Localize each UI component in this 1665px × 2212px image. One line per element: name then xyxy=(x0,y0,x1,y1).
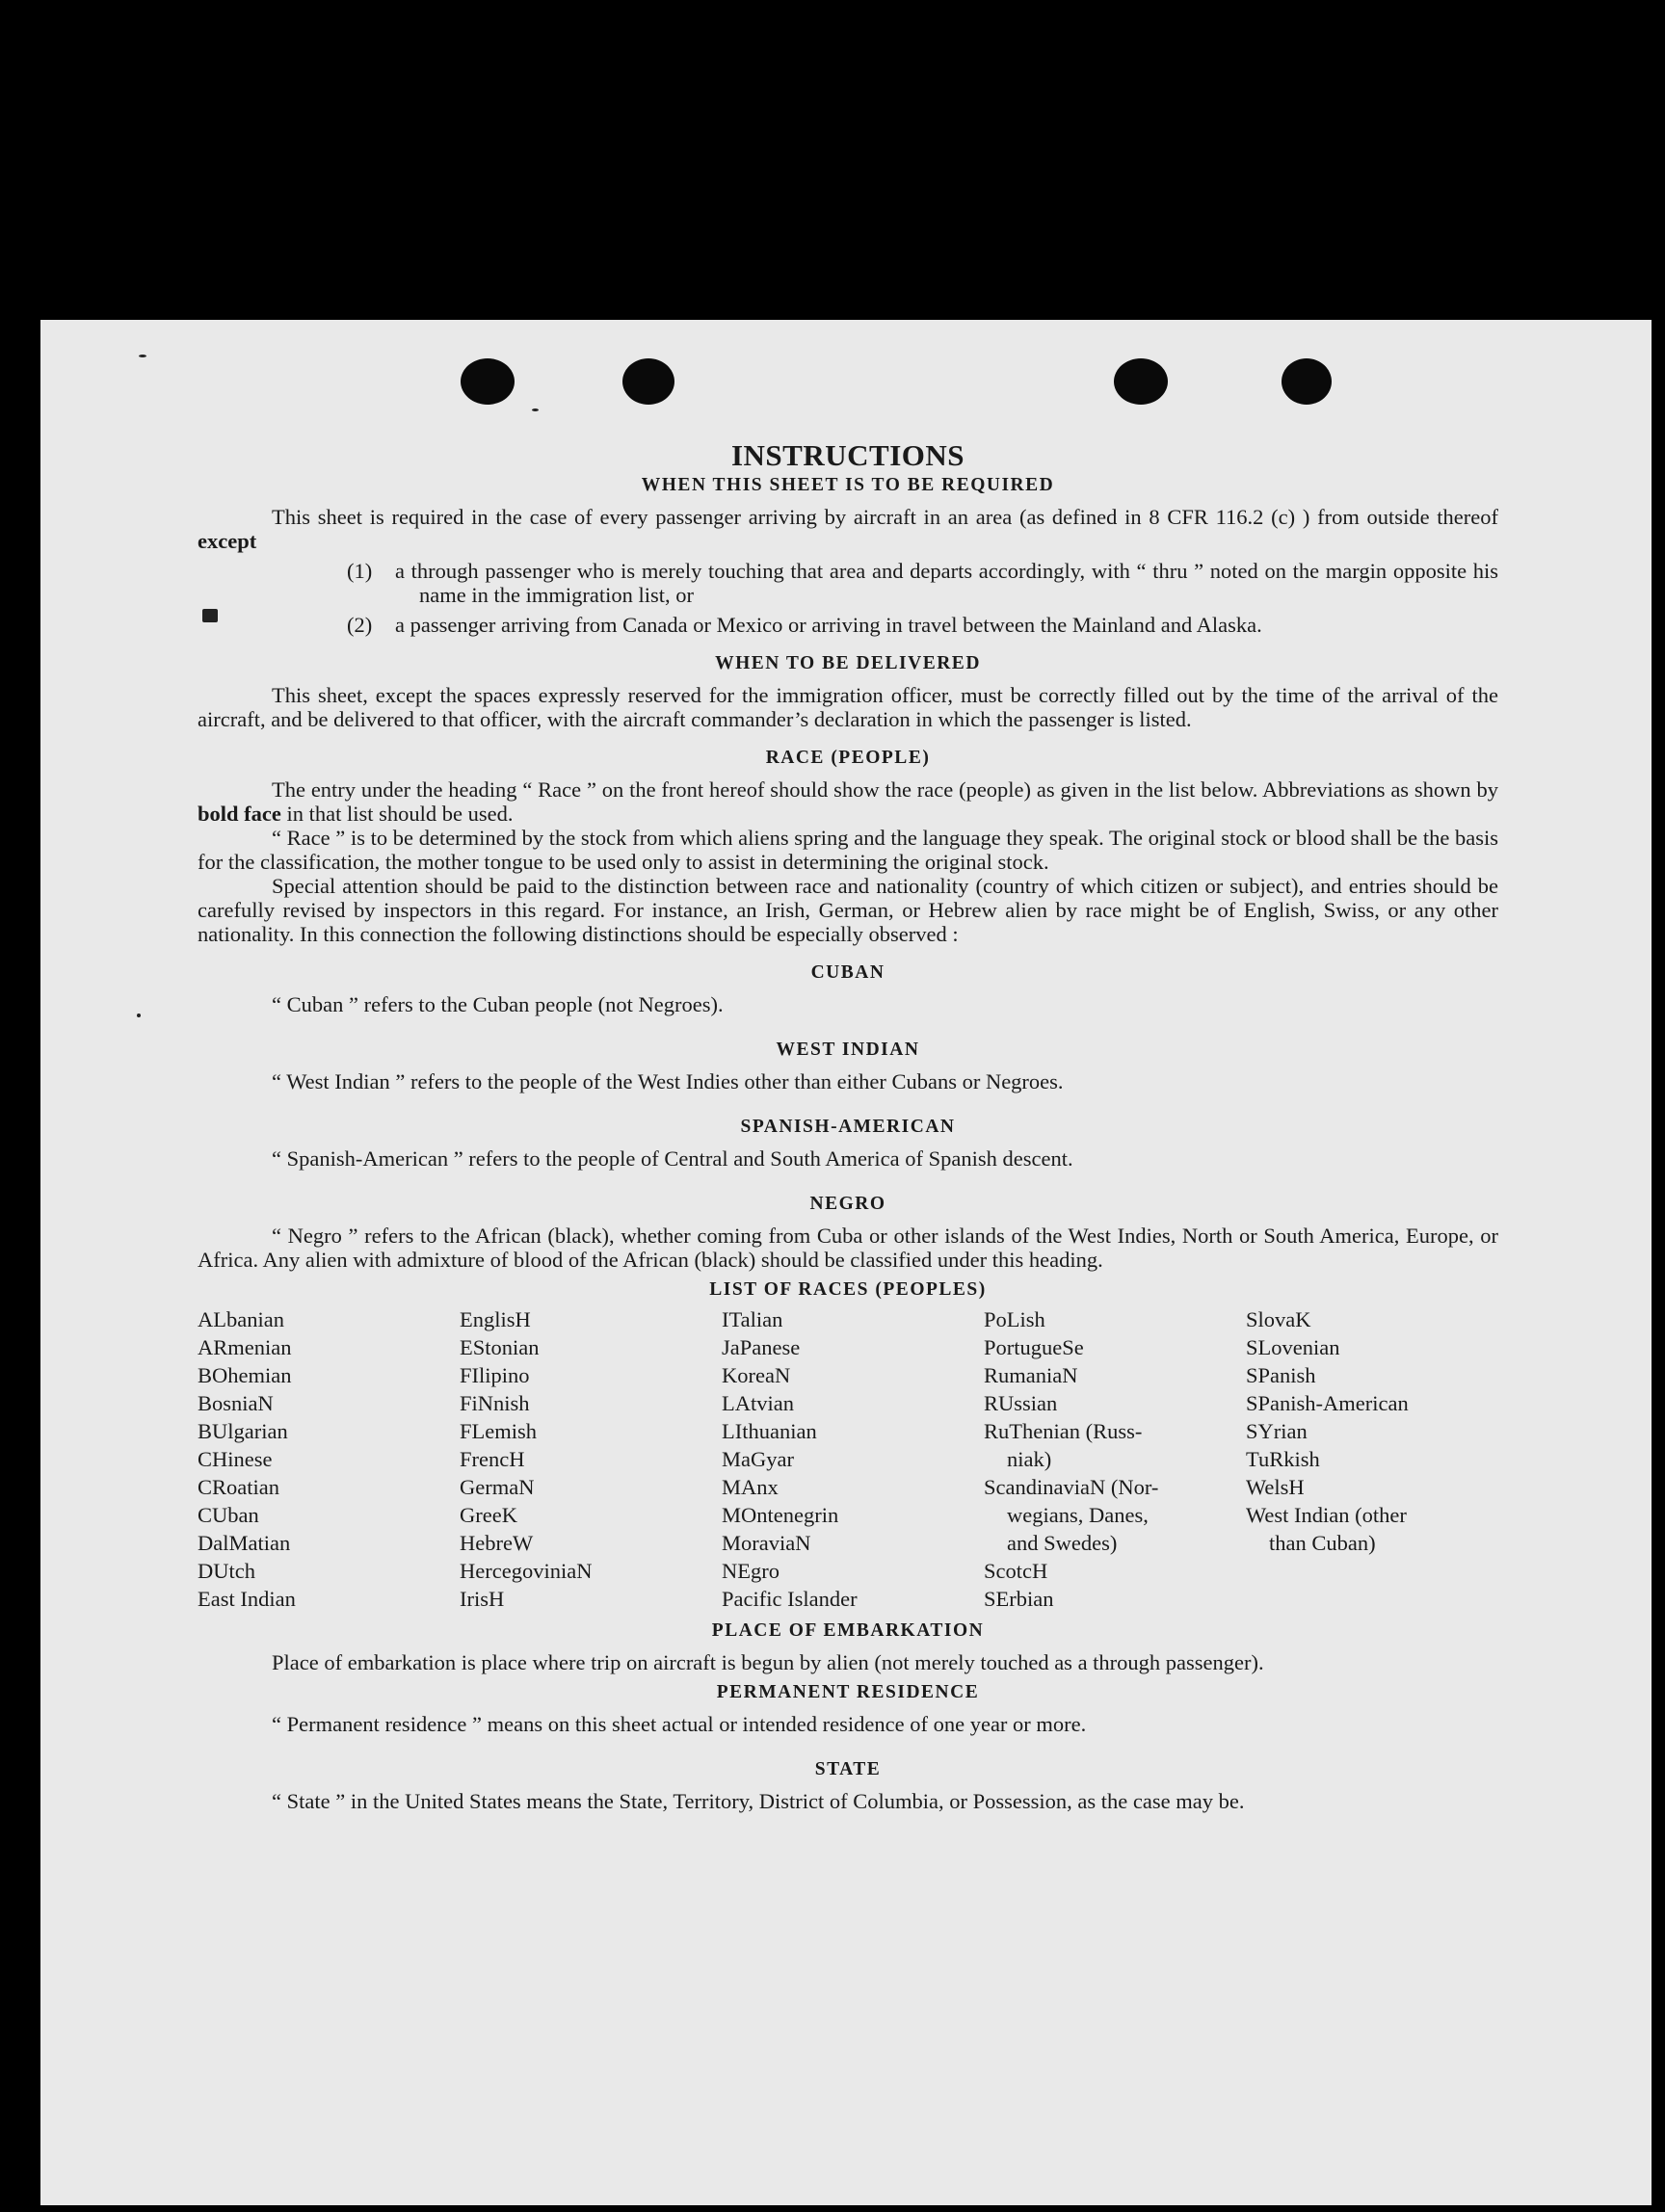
item-number: (2) xyxy=(347,613,373,637)
race-entry: SPanish xyxy=(1246,1363,1316,1387)
race-entry: FLemish xyxy=(460,1419,538,1443)
race-entry: East Indian xyxy=(198,1587,296,1611)
race-p1-bold: bold face xyxy=(198,802,281,826)
race-entry: GermaN xyxy=(460,1475,535,1499)
ink-speck xyxy=(137,1014,141,1017)
heading-when-required: WHEN THIS SHEET IS TO BE REQUIRED xyxy=(641,475,1055,495)
race-entry: SYrian xyxy=(1246,1419,1308,1443)
spanish-american-text: “ Spanish-American ” refers to the people of Central and South America of Spanish descent. xyxy=(272,1146,1073,1171)
race-list xyxy=(198,1305,1498,1613)
race-entry: CRoatian xyxy=(198,1475,279,1499)
race-entry: PoLish xyxy=(984,1307,1045,1331)
heading-residence: PERMANENT RESIDENCE xyxy=(716,1682,980,1702)
race-entry: wegians, Danes, xyxy=(1007,1503,1149,1527)
race-entry: MAnx xyxy=(722,1475,779,1499)
item-text: a passenger arriving from Canada or Mexico or arriving in travel between the Mainland and Alaska. xyxy=(395,613,1262,637)
race-entry: TuRkish xyxy=(1246,1447,1320,1471)
race-entry: EStonian xyxy=(460,1335,540,1359)
intro-text: This sheet is required in the case of every passenger arriving by aircraft in an area (as defined in 8 CFR 116.2 (c) ) from outside thereof xyxy=(272,505,1498,529)
race-column xyxy=(460,1305,712,1613)
race-paragraph-2: “ Race ” is to be determined by the stock from which aliens spring and the language they speak. The original stock or blood shall be the basis for the classification, the mother tongue to be used only to assist in determining the original stock. xyxy=(198,826,1498,874)
race-entry: NEgro xyxy=(722,1559,780,1583)
race-entry: PortugueSe xyxy=(984,1335,1084,1359)
race-entry: SPanish-American xyxy=(1246,1391,1409,1415)
heading-embarkation: PLACE OF EMBARKATION xyxy=(711,1620,985,1641)
race-entry: HebreW xyxy=(460,1531,534,1555)
heading-spanish-american: SPANISH-AMERICAN xyxy=(740,1117,956,1137)
race-entry: West Indian (other xyxy=(1246,1503,1407,1527)
embarkation-text: Place of embarkation is place where trip on aircraft is begun by alien (not merely touched as a through passenger). xyxy=(272,1650,1264,1674)
negro-text: “ Negro ” refers to the African (black), whether coming from Cuba or other islands of the West Indies, North or South America, Europe, or Africa. Any alien with admixture of blood of the African (black) should be classified under this heading. xyxy=(198,1224,1498,1272)
race-entry: BosniaN xyxy=(198,1391,274,1415)
race-entry: and Swedes) xyxy=(1007,1531,1118,1555)
race-entry: RUssian xyxy=(984,1391,1058,1415)
cuban-text: “ Cuban ” refers to the Cuban people (not Negroes). xyxy=(272,992,724,1016)
race-entry: MaGyar xyxy=(722,1447,794,1471)
exception-item-1 xyxy=(347,559,1498,607)
race-paragraph-3: Special attention should be paid to the distinction between race and nationality (country of which citizen or subject), and entries should be carefully revised by inspectors in this regard. For instance, an Irish, German, or Hebrew alien by race might be of English, Swiss, or any other nationality. In this connection the following distinctions should be especially observed : xyxy=(198,874,1498,946)
race-entry: BUlgarian xyxy=(198,1419,288,1443)
race-entry: IrisH xyxy=(460,1587,505,1611)
when-required-intro xyxy=(198,505,1498,553)
race-entry: GreeK xyxy=(460,1503,517,1527)
race-entry: LAtvian xyxy=(722,1391,794,1415)
item-text: a through passenger who is merely touching that area and departs accordingly, with “ thru ” noted on the margin opposite his name in the immigration list, or xyxy=(395,559,1498,607)
punch-hole xyxy=(461,358,515,405)
race-entry: SErbian xyxy=(984,1587,1054,1611)
race-entry: BOhemian xyxy=(198,1363,292,1387)
race-column xyxy=(722,1305,974,1613)
when-delivered-text: This sheet, except the spaces expressly reserved for the immigration officer, must be correctly filled out by the time of the arrival of the aircraft, and be delivered to that officer, with the aircraft commander’s declaration in which the passenger is listed. xyxy=(198,683,1498,731)
race-entry: RumaniaN xyxy=(984,1363,1078,1387)
race-column xyxy=(198,1305,450,1613)
race-entry: DUtch xyxy=(198,1559,255,1583)
punch-hole xyxy=(1282,358,1332,405)
race-entry: CUban xyxy=(198,1503,259,1527)
race-entry: JaPanese xyxy=(722,1335,801,1359)
race-entry: DalMatian xyxy=(198,1531,291,1555)
race-column xyxy=(1246,1305,1498,1613)
exception-item-2 xyxy=(347,613,1498,637)
race-entry: HercegoviniaN xyxy=(460,1559,593,1583)
instructions-content xyxy=(198,438,1498,1813)
race-entry: ARmenian xyxy=(198,1335,292,1359)
item-number: (1) xyxy=(347,559,373,583)
heading-state: STATE xyxy=(814,1759,882,1779)
race-p1-text: The entry under the heading “ Race ” on the front hereof should show the race (people) as given in the list below. Abbreviations as shown by xyxy=(272,777,1498,802)
intro-bold-except: except xyxy=(198,529,257,553)
race-entry: than Cuban) xyxy=(1269,1531,1376,1555)
heading-race: RACE (PEOPLE) xyxy=(765,748,931,768)
page-title: INSTRUCTIONS xyxy=(730,438,965,472)
race-entry: WelsH xyxy=(1246,1475,1305,1499)
race-entry: ALbanian xyxy=(198,1307,284,1331)
ink-speck xyxy=(139,355,146,357)
race-entry: EnglisH xyxy=(460,1307,531,1331)
document-sheet xyxy=(40,320,1652,2205)
heading-cuban: CUBAN xyxy=(810,962,885,983)
punch-hole xyxy=(622,358,674,405)
race-entry: RuThenian (Russ- xyxy=(984,1419,1143,1443)
state-text: “ State ” in the United States means the State, Territory, District of Columbia, or Possession, as the case may be. xyxy=(272,1789,1245,1813)
race-entry: Pacific Islander xyxy=(722,1587,858,1611)
heading-list-of-races: LIST OF RACES (PEOPLES) xyxy=(709,1279,987,1300)
punch-hole xyxy=(1114,358,1168,405)
race-entry: FiNnish xyxy=(460,1391,530,1415)
race-paragraph-1 xyxy=(198,777,1498,826)
heading-negro: NEGRO xyxy=(809,1194,886,1214)
race-p1-suffix: in that list should be used. xyxy=(280,802,514,826)
race-entry: ITalian xyxy=(722,1307,783,1331)
race-entry: FIlipino xyxy=(460,1363,530,1387)
race-entry: ScotcH xyxy=(984,1559,1048,1583)
race-entry: KoreaN xyxy=(722,1363,791,1387)
race-entry: MoraviaN xyxy=(722,1531,811,1555)
race-entry: MOntenegrin xyxy=(722,1503,839,1527)
race-entry: CHinese xyxy=(198,1447,273,1471)
race-entry: SLovenian xyxy=(1246,1335,1340,1359)
race-entry: LIthuanian xyxy=(722,1419,817,1443)
race-column xyxy=(984,1305,1236,1613)
heading-west-indian: WEST INDIAN xyxy=(776,1040,920,1060)
race-entry: SlovaK xyxy=(1246,1307,1311,1331)
west-indian-text: “ West Indian ” refers to the people of the West Indies other than either Cubans or Negroes. xyxy=(272,1069,1064,1093)
race-entry: ScandinaviaN (Nor- xyxy=(984,1475,1159,1499)
race-entry: niak) xyxy=(1007,1447,1052,1471)
race-entry: FrencH xyxy=(460,1447,525,1471)
heading-when-delivered: WHEN TO BE DELIVERED xyxy=(715,653,981,673)
residence-text: “ Permanent residence ” means on this sheet actual or intended residence of one year or more. xyxy=(272,1712,1087,1736)
ink-speck xyxy=(532,408,539,411)
